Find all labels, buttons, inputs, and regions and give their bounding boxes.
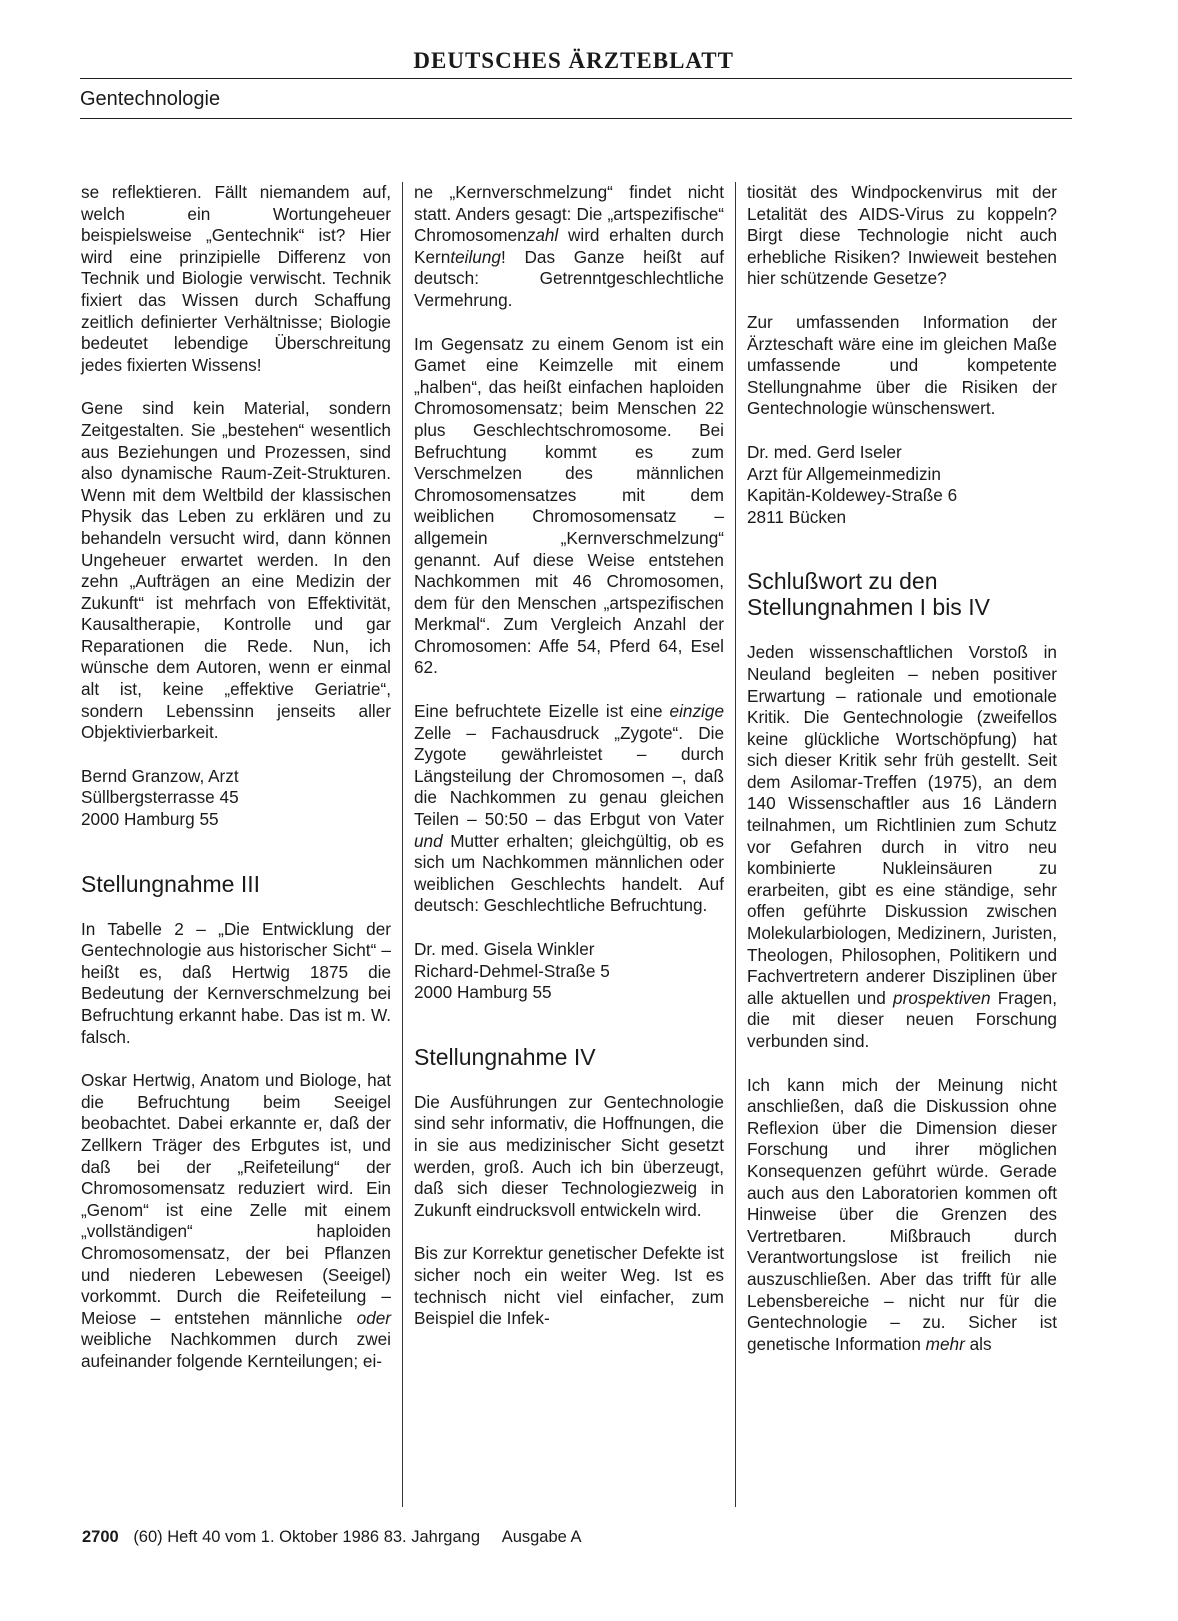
paragraph: Oskar Hertwig, Anatom und Biologe, hat die Befruchtung beim Seeigel beobachtet. Dabei erkannte er, daß der Zellkern Träger des Erbgutes ist, und daß bei der „Reifeteilung“ der Chromosomensatz reduziert wird. Ein „Genom“ ist eine Zelle mit einem „vollständigen“ haploiden Chromosomensatz, der bei Pflanzen und niederen Lebewesen (Seeigel) vorkommt. Durch die Reifeteilung – Meiose – entstehen männliche oder weibliche Nachkommen durch zwei aufeinander folgende Kernteilungen; ei- bbox=[81, 1070, 391, 1371]
column-3 bbox=[747, 182, 1057, 1377]
section-label: Gentechnologie bbox=[80, 88, 221, 110]
journal-title: DEUTSCHES ÄRZTEBLATT bbox=[413, 48, 734, 73]
heading-stellungnahme-iv: Stellungnahme IV bbox=[414, 1043, 596, 1070]
section-divider bbox=[80, 118, 1072, 119]
paragraph: Bis zur Korrektur genetischer Defekte ist sicher noch ein weiter Weg. Ist es technisch nicht viel einfacher, zum Beispiel die Infek- bbox=[414, 1243, 724, 1329]
emphasis: mehr bbox=[925, 1333, 965, 1354]
issue-info: (60) Heft 40 vom 1. Oktober 1986 83. Jahrgang bbox=[133, 1528, 481, 1546]
paragraph: Zur umfassenden Information der Ärzteschaft wäre eine im gleichen Maße umfassende und kompetente Stellungnahme über die Risiken der Gentechnologie wünschenswert. bbox=[747, 311, 1057, 419]
paragraph: Im Gegensatz zu einem Genom ist ein Gamet eine Keimzelle mit einem „halben“, das heißt einfachen haploiden Chromosomensatz; beim Menschen 22 plus Geschlechtschromosome. Bei Befruchtung kommt es zum Verschmelzen des männlichen Chromosomensatzes mit dem weiblichen Chromosomensatz – allgemein „Kernverschmelzung“ genannt. Auf diese Weise entstehen Nachkommen mit 46 Chromosomen, dem für den Menschen „artspezifischen Merkmal“. Zum Vergleich Anzahl der Chromosomen: Affe 54, Pferd 64, Esel 62. bbox=[414, 333, 724, 678]
page-footer bbox=[82, 1527, 582, 1547]
paragraph: se reflektieren. Fällt niemandem auf, welch ein Wortungeheuer beispielsweise „Gentechnik“ ist? Hier wird eine prinzipielle Differenz von Technik und Biologie verwischt. Technik fixiert das Wissen durch Schaffung zeitlich definierter Verhältnisse; Biologie bedeutet lebendige Überschreitung jedes fixierten Wissens! bbox=[81, 182, 391, 375]
paragraph: Ich kann mich der Meinung nicht anschließen, daß die Diskussion ohne Reflexion über die Dimension dieser Forschung und ihrer möglichen Konsequenzen geführt würde. Gerade auch aus den Laboratorien kommen oft Hinweise über die Grenzen des Vertretbaren. Mißbrauch durch Verantwortungslose ist freilich nie auszuschließen. Aber das trifft für alle Lebensbereiche – nicht nur für die Gentechnologie – zu. Sicher ist genetische Information mehr als bbox=[747, 1074, 1057, 1354]
signature-granzow: Bernd Granzow, Arzt Süllbergsterrasse 45 2000 Hamburg 55 bbox=[81, 765, 239, 830]
emphasis: oder bbox=[356, 1307, 391, 1328]
paragraph: Die Ausführungen zur Gentechnologie sind sehr informativ, die Hoffnungen, die in sie aus medizinischer Sicht gesetzt werden, groß. Auch ich bin überzeugt, daß sich dieser Technologiezweig in Zukunft eindrucksvoll entwickeln wird. bbox=[414, 1091, 724, 1220]
paragraph: Eine befruchtete Eizelle ist eine einzige Zelle – Fachausdruck „Zygote“. Die Zygote gewährleistet – durch Längsteilung der Chromosomen –, daß die Nachkommen zu genau gleichen Teilen – 50:50 – das Erbgut von Vater und Mutter erhalten; gleichgültig, ob es sich um Nachkommen männlichen oder weiblichen Geschlechts handelt. Auf deutsch: Geschlechtliche Befruchtung. bbox=[414, 701, 724, 916]
column-divider bbox=[402, 182, 403, 1507]
column-divider bbox=[735, 182, 736, 1507]
edition-info: Ausgabe A bbox=[501, 1528, 582, 1546]
signature-iseler: Dr. med. Gerd Iseler Arzt für Allgemeinmedizin Kapitän-Koldewey-Straße 6 2811 Bücken bbox=[747, 441, 958, 527]
paragraph: Gene sind kein Material, sondern Zeitgestalten. Sie „bestehen“ wesentlich aus Beziehungen und Prozessen, sind also dynamische Raum-Zeit-Strukturen. Wenn mit dem Weltbild der klassischen Physik das Leben zu erklären und zu behandeln versucht wird, dann können Ungeheuer erwartet werden. In den zehn „Aufträgen an eine Medizin der Zukunft“ ist mehrfach von Effektivität, Kausaltherapie, Kontrolle und gar Reparationen die Rede. Nun, ich wünsche dem Autoren, wenn er einmal alt ist, keine „effektive Geriatrie“, sondern Lebenssinn jenseits aller Objektivierbarkeit. bbox=[81, 398, 391, 743]
paragraph: In Tabelle 2 – „Die Entwicklung der Gentechnologie aus historischer Sicht“ – heißt es, daß Hertwig 1875 die Bedeutung der Kernverschmelzung bei Befruchtung erkannt habe. Das ist m. W. falsch. bbox=[81, 918, 391, 1047]
column-1 bbox=[81, 182, 391, 1395]
signature-winkler: Dr. med. Gisela Winkler Richard-Dehmel-Straße 5 2000 Hamburg 55 bbox=[414, 939, 610, 1003]
emphasis: und bbox=[414, 830, 443, 851]
paragraph: Jeden wissenschaftlichen Vorstoß in Neuland begleiten – neben positiver Erwartung – rationale und emotionale Kritik. Die Gentechnologie (zweifellos keine glückliche Wortschöpfung) hat sich dieser Kritik sehr früh gestellt. Seit dem Asilomar-Treffen (1975), an dem 140 Wissenschaftler aus 16 Ländern teilnahmen, um Richtlinien zum Schutz vor Gefahren durch in vitro neu kombinierte Nukleinsäuren zu erarbeiten, gibt es eine ständige, sehr offen geführte Diskussion zwischen Molekularbiologen, Medizinern, Juristen, Theologen, Philosophen, Politikern und Fachvertretern anderer Disziplinen über alle aktuellen und prospektiven Fragen, die mit dieser neuen Forschung verbunden sind. bbox=[747, 642, 1058, 1051]
paragraph: ne „Kernverschmelzung“ findet nicht statt. Anders gesagt: Die „artspezifische“ Chromosomenzahl wird erhalten durch Kernteilung! Das Ganze heißt auf deutsch: Getrenntgeschlechtliche Vermehrung. bbox=[414, 182, 724, 310]
paragraph: tiosität des Windpockenvirus mit der Letalität des AIDS-Virus zu koppeln? Birgt diese Technologie nicht auch erhebliche Risiken? Inwieweit bestehen hier schützende Gesetze? bbox=[747, 182, 1057, 289]
emphasis: prospektiven bbox=[893, 987, 991, 1008]
heading-schlusswort: Schlußwort zu den Stellungnahmen I bis IV bbox=[747, 568, 990, 621]
masthead bbox=[80, 48, 1072, 79]
emphasis: zahl bbox=[526, 225, 559, 246]
emphasis: einzige bbox=[669, 701, 724, 722]
heading-stellungnahme-iii: Stellungnahme III bbox=[81, 870, 261, 897]
column-2 bbox=[414, 182, 724, 1352]
page-number: 2700 bbox=[82, 1528, 119, 1546]
emphasis: teilung bbox=[450, 246, 501, 267]
